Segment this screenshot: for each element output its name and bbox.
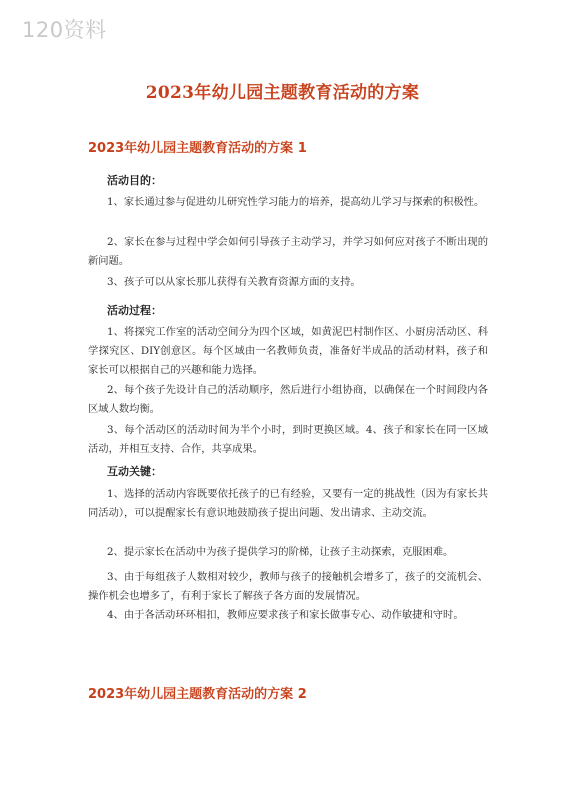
process-paragraph-3: 3、每个活动区的活动时间为半个小时，到时更换区域。4、孩子和家长在同一区域活动，并相互支持、合作，共享成果。 bbox=[88, 424, 488, 455]
key-paragraph-4: 4、由于各活动环环相扣，教师应要求孩子和家长做事专心、动作敏捷和守时。 bbox=[107, 609, 464, 621]
key-paragraph-2: 2、提示家长在活动中为孩子提供学习的阶梯，让孩子主动探索，克服困难。 bbox=[107, 546, 454, 558]
key-paragraph-3: 3、由于每组孩子人数相对较少，教师与孩子的接触机会增多了，孩子的交流机会、操作机会也增多了，有利于家长了解孩子各方面的发展情况。 bbox=[88, 571, 488, 602]
key-heading: 互动关键： bbox=[107, 465, 162, 478]
process-paragraph-2: 2、每个孩子先设计自己的活动顺序，然后进行小组协商，以确保在一个时间段内各区域人数均衡。 bbox=[88, 384, 488, 415]
goal-paragraph-1: 1、家长通过参与促进幼儿研究性学习能力的培养，提高幼儿学习与探索的积极性。 bbox=[107, 196, 485, 208]
section-1-heading: 2023年幼儿园主题教育活动的方案 1 bbox=[88, 141, 307, 156]
process-paragraph-1: 1、将探究工作室的活动空间分为四个区域，如黄泥巴村制作区、小厨房活动区、科学探究区、DIY创意区。每个区域由一名教师负责，准备好半成品的活动材料，孩子和家长可以根据自己的兴趣和能力选择。 bbox=[88, 326, 488, 376]
key-paragraph-1: 1、选择的活动内容既要依托孩子的已有经验，又要有一定的挑战性（因为有家长共同活动），可以提醒家长有意识地鼓励孩子提出问题、发出请求、主动交流。 bbox=[88, 488, 488, 519]
goal-paragraph-3: 3、孩子可以从家长那儿获得有关教育资源方面的支持。 bbox=[107, 276, 361, 288]
goal-paragraph-2: 2、家长在参与过程中学会如何引导孩子主动学习，并学习如何应对孩子不断出现的新问题。 bbox=[88, 236, 488, 267]
document-title: 2023年幼儿园主题教育活动的方案 bbox=[145, 83, 420, 103]
section-2-heading: 2023年幼儿园主题教育活动的方案 2 bbox=[88, 687, 307, 702]
watermark-logo: 120资料 bbox=[22, 18, 107, 42]
goal-heading: 活动目的： bbox=[107, 174, 162, 187]
process-heading: 活动过程： bbox=[107, 304, 162, 317]
